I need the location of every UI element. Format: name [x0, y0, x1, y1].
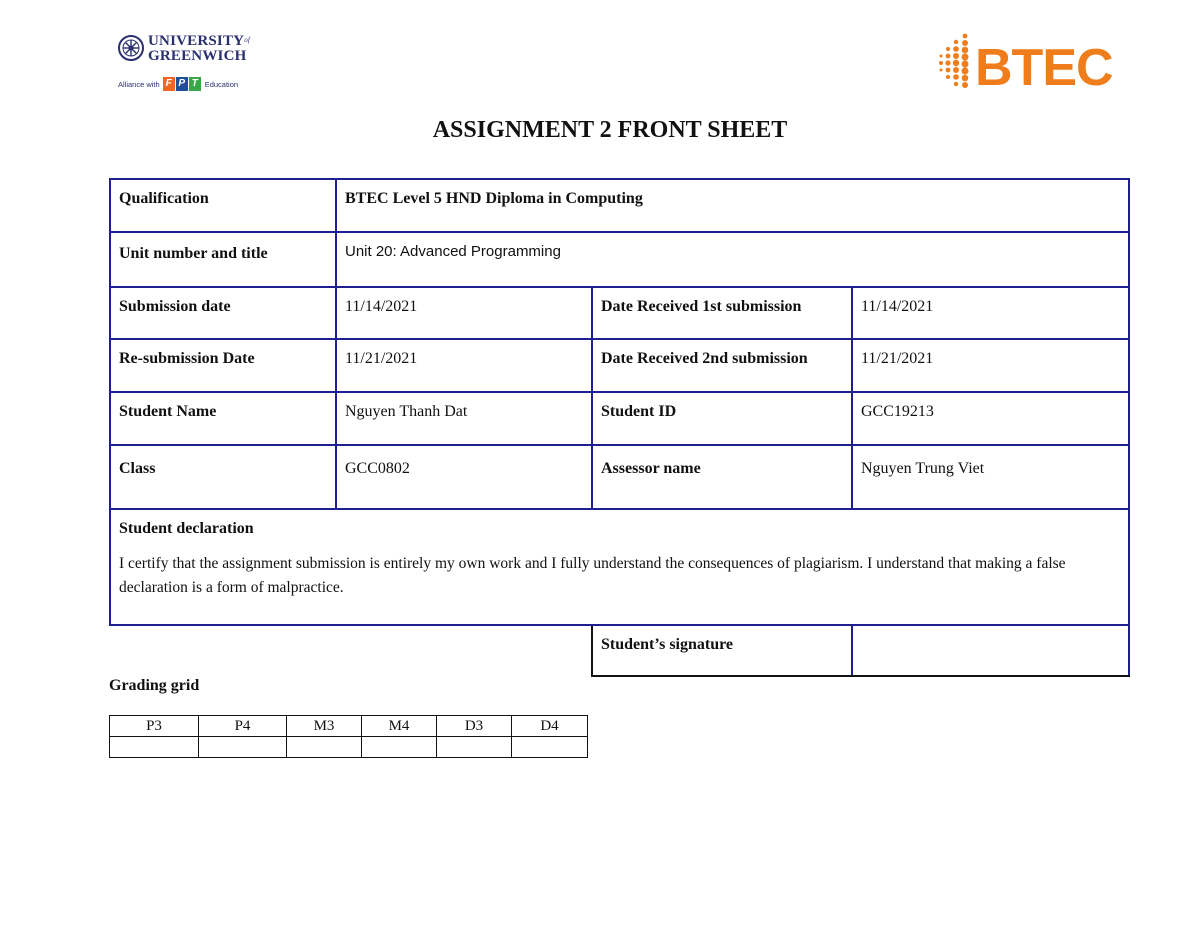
date-received-1st-label: Date Received 1st submission — [592, 287, 852, 339]
grading-grid-table — [109, 715, 588, 758]
resubmission-date-label: Re-submission Date — [110, 339, 336, 392]
row-resubmission-date — [110, 339, 1129, 392]
signature-spacer — [110, 625, 592, 676]
grade-header-p4: P4 — [199, 716, 287, 737]
grade-header-m3: M3 — [287, 716, 362, 737]
student-name-label: Student Name — [110, 392, 336, 445]
btec-dots-icon — [939, 34, 969, 88]
qualification-value: BTEC Level 5 HND Diploma in Computing — [336, 179, 1129, 232]
student-declaration-label: Student declaration — [119, 520, 254, 537]
grading-value-row — [110, 737, 588, 758]
assessor-name-value: Nguyen Trung Viet — [852, 445, 1129, 509]
student-id-value: GCC19213 — [852, 392, 1129, 445]
grade-cell-m4[interactable] — [362, 737, 437, 758]
grade-cell-d4[interactable] — [512, 737, 588, 758]
student-signature-label: Student’s signature — [592, 625, 852, 676]
date-received-2nd-value: 11/21/2021 — [852, 339, 1129, 392]
grading-grid-label: Grading grid — [109, 677, 200, 694]
row-student — [110, 392, 1129, 445]
row-submission-date — [110, 287, 1129, 339]
date-received-2nd-label: Date Received 2nd submission — [592, 339, 852, 392]
grade-header-d3: D3 — [437, 716, 512, 737]
student-name-value: Nguyen Thanh Dat — [336, 392, 592, 445]
grade-cell-p3[interactable] — [110, 737, 199, 758]
btec-logo — [937, 32, 1122, 94]
row-unit — [110, 232, 1129, 287]
date-received-1st-value: 11/14/2021 — [852, 287, 1129, 339]
fpt-alliance-line — [118, 77, 238, 91]
student-declaration-text: I certify that the assignment submission is entirely my own work and I fully understand the consequences of plagiarism. I understand that making a false declaration is a form of malpractice. — [119, 555, 1066, 596]
student-id-label: Student ID — [592, 392, 852, 445]
grade-header-p3: P3 — [110, 716, 199, 737]
class-value: GCC0802 — [336, 445, 592, 509]
grade-cell-p4[interactable] — [199, 737, 287, 758]
student-signature-field[interactable] — [852, 625, 1129, 676]
row-class — [110, 445, 1129, 509]
row-signature — [110, 625, 1129, 676]
btec-wordmark: BTEC — [975, 39, 1113, 94]
grade-header-d4: D4 — [512, 716, 588, 737]
university-of-greenwich-logo — [118, 33, 251, 93]
resubmission-date-value: 11/21/2021 — [336, 339, 592, 392]
fpt-letter-f: F — [163, 77, 175, 91]
class-label: Class — [110, 445, 336, 509]
unit-label: Unit number and title — [110, 232, 336, 287]
row-declaration — [110, 509, 1129, 625]
fpt-letter-p: P — [176, 77, 188, 91]
qualification-label: Qualification — [110, 179, 336, 232]
unit-value: Unit 20: Advanced Programming — [336, 232, 1129, 287]
submission-date-label: Submission date — [110, 287, 336, 339]
grading-header-row — [110, 716, 588, 737]
grade-cell-m3[interactable] — [287, 737, 362, 758]
assignment-info-table — [109, 178, 1130, 677]
greenwich-seal-icon — [118, 35, 144, 61]
row-qualification — [110, 179, 1129, 232]
page-title: ASSIGNMENT 2 FRONT SHEET — [432, 117, 788, 143]
fpt-letter-t: T — [189, 77, 201, 91]
assessor-name-label: Assessor name — [592, 445, 852, 509]
grade-header-m4: M4 — [362, 716, 437, 737]
fpt-logo — [163, 77, 202, 91]
greenwich-wordmark: $UNIVERSITY^{of}$ GREENWICH — [148, 33, 251, 64]
alliance-suffix: Education — [204, 79, 239, 89]
grade-cell-d3[interactable] — [437, 737, 512, 758]
submission-date-value: 11/14/2021 — [336, 287, 592, 339]
alliance-prefix: Alliance with — [118, 79, 160, 89]
student-declaration-cell — [110, 509, 1129, 625]
